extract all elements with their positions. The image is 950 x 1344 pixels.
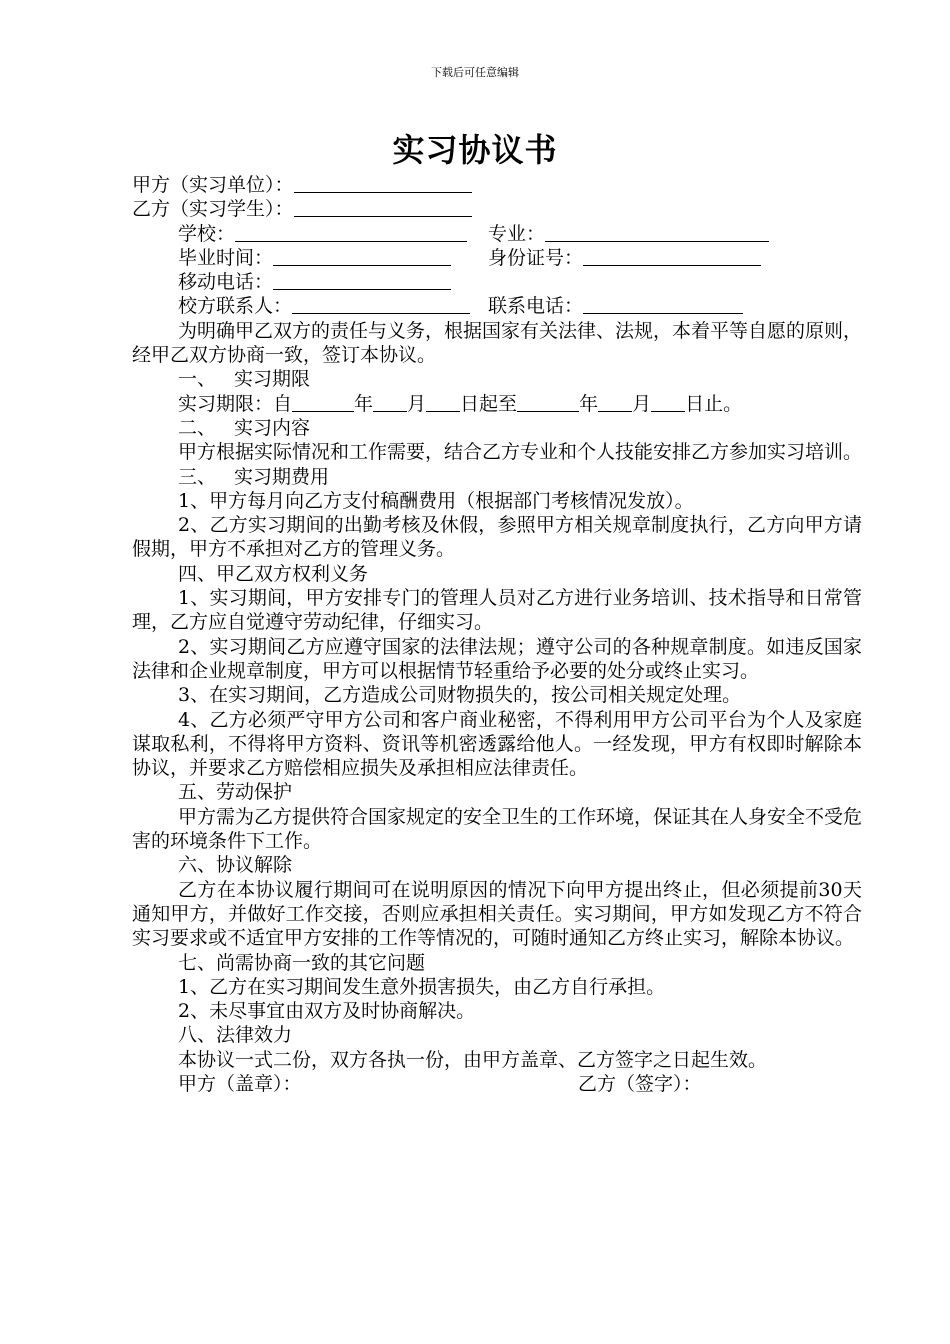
section-4-item-1: 1、实习期间，甲方安排专门的管理人员对乙方进行业务培训、技术指导和日常管理，乙方应自觉遵守劳动纪律，仔细实习。 xyxy=(132,587,862,634)
period-prefix: 实习期限：自 xyxy=(178,392,293,415)
party-a-label: 甲方（实习单位）： xyxy=(132,174,294,196)
end-year-blank[interactable] xyxy=(517,393,579,412)
section-4-item-3: 3、在实习期间，乙方造成公司财物损失的，按公司相关规定处理。 xyxy=(178,684,742,707)
end-day-blank[interactable] xyxy=(651,393,685,412)
school-contact-row xyxy=(132,294,862,318)
id-label: 身份证号： xyxy=(488,246,584,269)
section-8-text: 本协议一式二份，双方各执一份，由甲方盖章、乙方签字之日起生效。 xyxy=(178,1048,768,1071)
mobile-row xyxy=(132,270,862,294)
section-3-number: 三、 xyxy=(178,465,217,488)
month-label-2: 月 xyxy=(632,392,652,415)
header-note: 下载后可任意编辑 xyxy=(431,66,519,79)
section-4-item-4: 4、乙方必须严守甲方公司和客户商业秘密，不得利用甲方公司平台为个人及家庭谋取私利，不得将甲方资料、资讯等机密透露给他人。一经发现，甲方有权即时解除本协议，并要求乙方赔偿相应损失及承担相应法律责任。 xyxy=(132,708,862,780)
day-from-label: 日起至 xyxy=(460,392,518,415)
start-month-blank[interactable] xyxy=(373,393,407,412)
contact-phone-label: 联系电话： xyxy=(488,295,584,318)
agreement-body xyxy=(132,173,862,1096)
section-8-heading: 八、法律效力 xyxy=(178,1024,293,1047)
intro-paragraph: 为明确甲乙双方的责任与义务，根据国家有关法律、法规，本着平等自愿的原则，经甲乙双方协商一致，签订本协议。 xyxy=(132,319,863,367)
section-1-heading xyxy=(132,367,862,391)
section-2-number: 二、 xyxy=(178,416,217,439)
start-day-blank[interactable] xyxy=(426,393,460,412)
period-row xyxy=(132,392,862,416)
party-a-row xyxy=(132,173,862,197)
party-b-label: 乙方（实习学生）： xyxy=(132,198,294,221)
contact-phone-blank[interactable] xyxy=(583,295,743,314)
party-a-seal-label: 甲方（盖章）： xyxy=(178,1072,302,1095)
signature-row xyxy=(132,1072,862,1096)
school-row xyxy=(132,222,862,246)
section-5-heading: 五、劳动保护 xyxy=(178,781,293,804)
id-blank[interactable] xyxy=(583,247,761,266)
section-7-heading: 七、尚需协商一致的其它问题 xyxy=(178,951,426,974)
section-7-item-1: 1、乙方在实习期间发生意外损害损失，由乙方自行承担。 xyxy=(178,975,666,998)
mobile-label: 移动电话： xyxy=(178,271,274,294)
school-contact-label: 校方联系人： xyxy=(178,295,293,318)
section-4-heading: 四、甲乙双方权利义务 xyxy=(178,562,369,585)
section-3-title: 实习期费用 xyxy=(234,465,330,488)
section-4-item-2: 2、实习期间乙方应遵守国家的法律法规；遵守公司的各种规章制度。如违反国家法律和企业规章制度，甲方可以根据情节轻重给予必要的处分或终止实习。 xyxy=(132,635,862,682)
school-blank[interactable] xyxy=(235,223,467,242)
school-label: 学校： xyxy=(178,222,236,245)
section-1-title: 实习期限 xyxy=(234,368,311,391)
year-label-2: 年 xyxy=(579,392,599,415)
party-b-sign-label: 乙方（签字）： xyxy=(578,1072,702,1095)
month-label: 月 xyxy=(407,392,427,415)
section-3-item-1: 1、甲方每月向乙方支付稿酬费用（根据部门考核情况发放）。 xyxy=(178,489,694,512)
party-b-blank[interactable] xyxy=(294,198,472,217)
year-label: 年 xyxy=(354,392,374,415)
mobile-blank[interactable] xyxy=(273,271,451,290)
section-3-item-2: 2、乙方实习期间的出勤考核及休假，参照甲方相关规章制度执行，乙方向甲方请假期，甲方不承担对乙方的管理义务。 xyxy=(132,514,862,561)
day-to-label: 日止。 xyxy=(685,392,743,415)
end-month-blank[interactable] xyxy=(598,393,632,412)
section-3-heading xyxy=(132,465,862,489)
section-5-text: 甲方需为乙方提供符合国家规定的安全卫生的工作环境，保证其在人身安全不受危害的环境条件下工作。 xyxy=(132,805,863,853)
graduation-row xyxy=(132,246,862,270)
major-blank[interactable] xyxy=(545,223,769,242)
section-2-heading xyxy=(132,416,862,440)
party-b-row xyxy=(132,197,862,221)
section-6-heading: 六、协议解除 xyxy=(178,854,293,877)
section-2-title: 实习内容 xyxy=(234,416,311,439)
section-6-text: 乙方在本协议履行期间可在说明原因的情况下向甲方提出终止，但必须提前30天通知甲方，并做好工作交接，否则应承担相关责任。实习期间，甲方如发现乙方不符合实习要求或不适宜甲方安排的工作等情况的，可随时通知乙方终止实习，解除本协议。 xyxy=(132,878,862,950)
school-contact-blank[interactable] xyxy=(292,295,470,314)
party-a-blank[interactable] xyxy=(294,174,472,193)
section-7-item-2: 2、未尽事宜由双方及时协商解决。 xyxy=(178,1000,476,1023)
major-label: 专业： xyxy=(488,222,546,245)
graduation-blank[interactable] xyxy=(273,247,451,266)
graduation-label: 毕业时间： xyxy=(178,246,274,269)
document-title: 实习协议书 xyxy=(392,131,558,169)
section-1-number: 一、 xyxy=(178,368,217,391)
start-year-blank[interactable] xyxy=(292,393,354,412)
section-2-text: 甲方根据实际情况和工作需要，结合乙方专业和个人技能安排乙方参加实习培训。 xyxy=(178,441,863,464)
